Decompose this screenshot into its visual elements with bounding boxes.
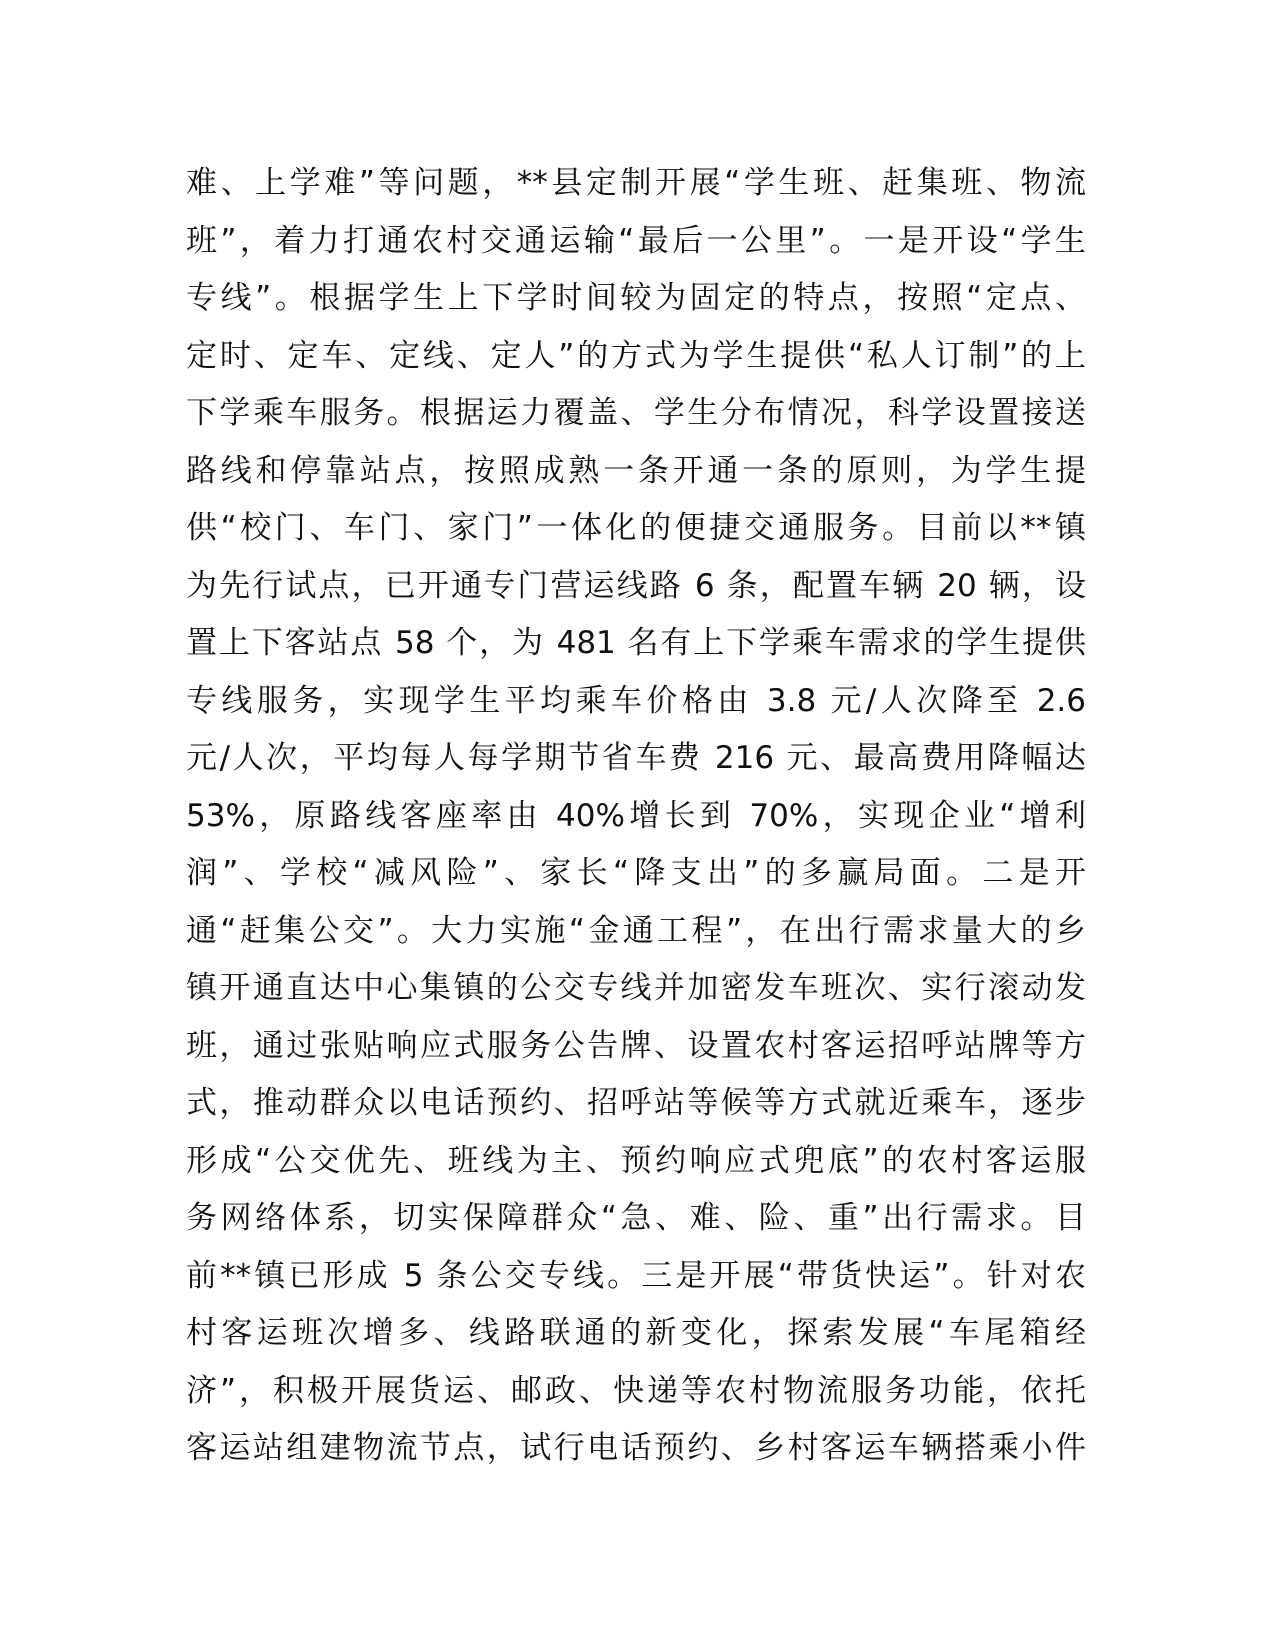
text-line: 为先行试点，已开通专门营运线路 6 条，配置车辆 20 辆，设	[186, 567, 1086, 604]
text-line: 班”，着力打通农村交通运输“最后一公里”。一是开设“学生	[186, 222, 1086, 259]
text-line: 润”、学校“减风险”、家长“降支出”的多赢局面。二是开	[186, 855, 1086, 891]
text-line: 形成“公交优先、班线为主、预约响应式兜底”的农村客运服	[186, 1142, 1086, 1179]
text-line: 班，通过张贴响应式服务公告牌、设置农村客运招呼站牌等方	[186, 1027, 1086, 1064]
text-line: 客运站组建物流节点，试行电话预约、乡村客运车辆搭乘小件	[186, 1430, 1086, 1466]
text-line: 元/人次，平均每人每学期节省车费 216 元、最高费用降幅达	[186, 740, 1086, 776]
text-line: 前**镇已形成 5 条公交专线。三是开展“带货快运”。针对农	[186, 1257, 1086, 1294]
text-line: 53%，原路线客座率由 40%增长到 70%，实现企业“增利	[186, 797, 1086, 834]
text-line: 专线”。根据学生上下学时间较为固定的特点，按照“定点、	[186, 280, 1086, 316]
text-line: 路线和停靠站点，按照成熟一条开通一条的原则，为学生提	[186, 452, 1086, 489]
text-line: 务网络体系，切实保障群众“急、难、险、重”出行需求。目	[186, 1200, 1086, 1236]
text-line: 供“校门、车门、家门”一体化的便捷交通服务。目前以**镇	[186, 510, 1086, 546]
text-line: 定时、定车、定线、定人”的方式为学生提供“私人订制”的上	[186, 337, 1086, 374]
body-text	[186, 155, 1086, 1478]
text-line: 难、上学难”等问题，**县定制开展“学生班、赶集班、物流	[186, 165, 1086, 201]
text-line: 通“赶集公交”。大力实施“金通工程”，在出行需求量大的乡	[186, 912, 1086, 949]
text-line: 专线服务，实现学生平均乘车价格由 3.8 元/人次降至 2.6	[186, 682, 1086, 719]
text-line: 下学乘车服务。根据运力覆盖、学生分布情况，科学设置接送	[186, 395, 1086, 431]
text-line: 置上下客站点 58 个，为 481 名有上下学乘车需求的学生提供	[186, 625, 1086, 661]
text-line: 式，推动群众以电话预约、招呼站等候等方式就近乘车，逐步	[186, 1085, 1086, 1121]
text-line: 镇开通直达中心集镇的公交专线并加密发车班次、实行滚动发	[186, 970, 1086, 1006]
text-line: 村客运班次增多、线路联通的新变化，探索发展“车尾箱经	[186, 1315, 1086, 1351]
text-line: 济”，积极开展货运、邮政、快递等农村物流服务功能，依托	[186, 1372, 1086, 1409]
